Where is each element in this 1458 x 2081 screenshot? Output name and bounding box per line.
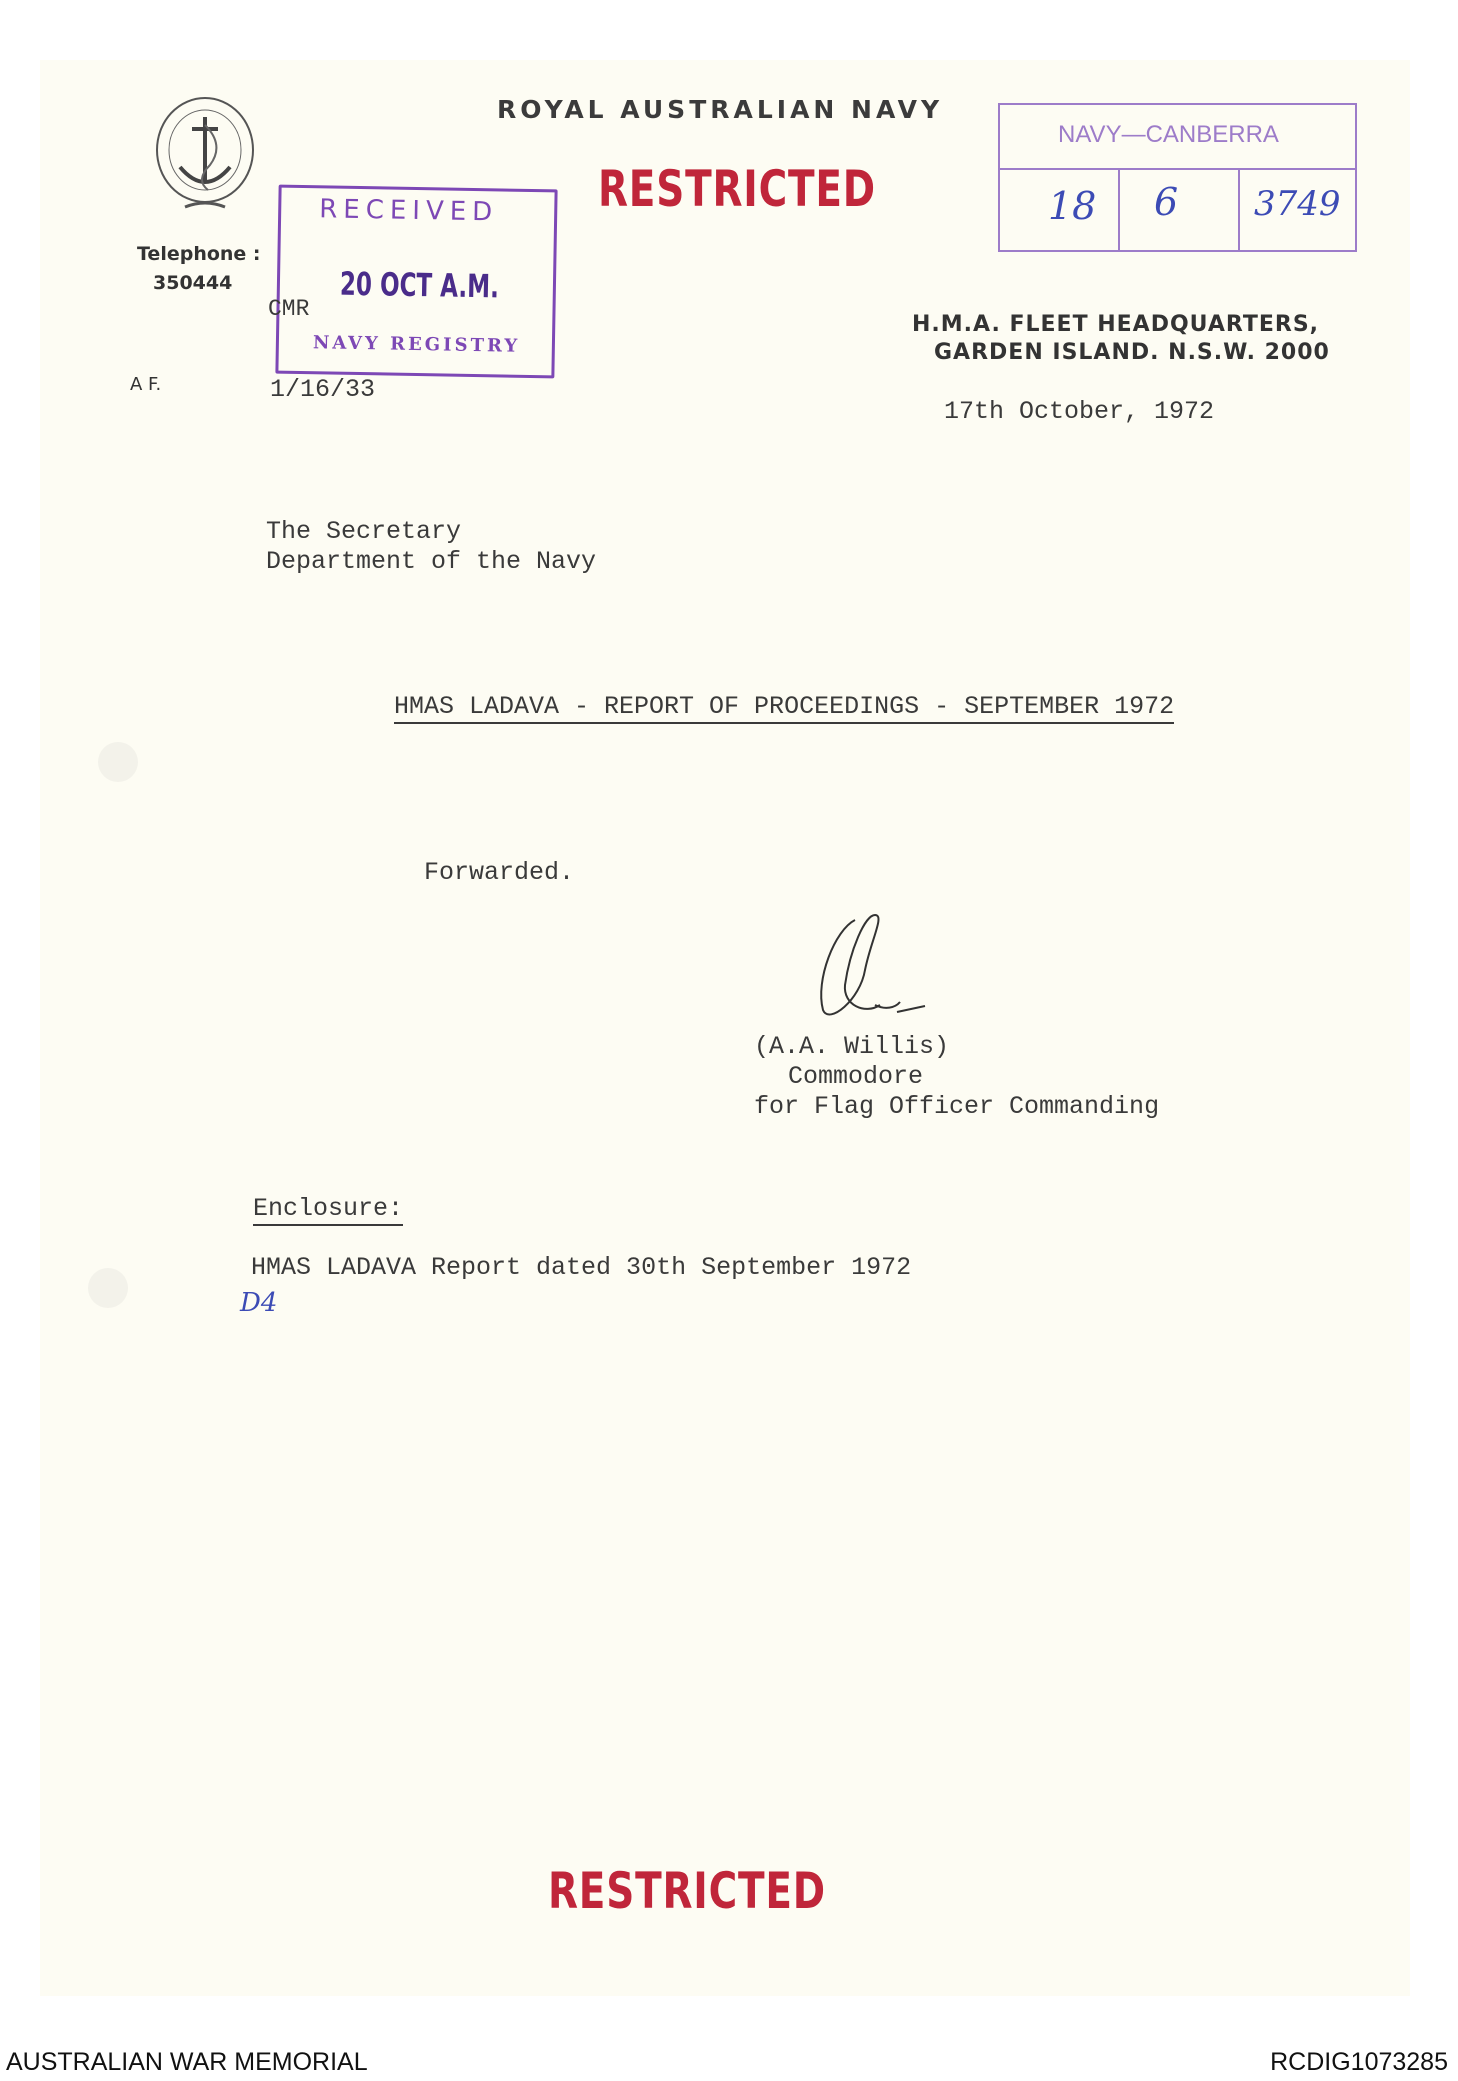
addressee-line-2: Department of the Navy xyxy=(266,547,597,576)
canberra-cell-number xyxy=(1240,168,1355,250)
file-number: 1/16/33 xyxy=(270,375,376,404)
canberra-number-value: 3749 xyxy=(1254,184,1341,224)
punch-hole-bottom xyxy=(88,1268,128,1308)
letterhead-title: ROYAL AUSTRALIAN NAVY xyxy=(497,95,944,124)
canberra-stamp-header xyxy=(1000,105,1355,170)
footer-left: AUSTRALIAN WAR MEMORIAL xyxy=(6,2048,368,2076)
telephone-number: 350444 xyxy=(153,272,233,294)
canberra-cell-month xyxy=(1120,168,1240,250)
telephone-label: Telephone : xyxy=(137,243,261,265)
received-registry: NAVY REGISTRY xyxy=(312,332,521,357)
signatory-name: (A.A. Willis) xyxy=(754,1032,950,1061)
received-word: RECEIVED xyxy=(318,194,499,228)
canberra-month-value: 6 xyxy=(1154,180,1179,224)
af-label: A F. xyxy=(130,374,162,395)
handwritten-signature xyxy=(805,910,935,1030)
footer-right: RCDIG1073285 xyxy=(1270,2048,1448,2076)
enclosure-item: HMAS LADAVA Report dated 30th September 1972 xyxy=(251,1253,912,1282)
addressee-line-1: The Secretary xyxy=(266,517,462,546)
canberra-day-value: 18 xyxy=(1048,184,1097,228)
canberra-registry-stamp xyxy=(998,103,1357,252)
letter-date: 17th October, 1972 xyxy=(944,397,1215,426)
punch-hole-top xyxy=(98,742,138,782)
subject-line: HMAS LADAVA - REPORT OF PROCEEDINGS - SEPTEMBER 1972 xyxy=(394,692,1174,724)
canberra-cell-day xyxy=(1000,168,1120,250)
signatory-role: for Flag Officer Commanding xyxy=(754,1092,1160,1121)
received-date: 20 OCT A.M. xyxy=(339,264,500,306)
body-text: Forwarded. xyxy=(424,858,575,887)
restricted-stamp-bottom: RESTRICTED xyxy=(548,1862,826,1920)
handwritten-enclosure-mark: D4 xyxy=(240,1288,278,1318)
signatory-rank: Commodore xyxy=(788,1062,924,1091)
canberra-label: NAVY—CANBERRA xyxy=(1058,121,1279,148)
address-line-2: GARDEN ISLAND. N.S.W. 2000 xyxy=(934,340,1330,365)
enclosure-heading: Enclosure: xyxy=(253,1194,403,1226)
restricted-stamp-top: RESTRICTED xyxy=(598,160,876,218)
navy-crest-logo xyxy=(150,95,260,220)
reference-initials: CMR xyxy=(268,296,310,322)
address-line-1: H.M.A. FLEET HEADQUARTERS, xyxy=(912,312,1320,337)
received-stamp xyxy=(275,185,557,379)
